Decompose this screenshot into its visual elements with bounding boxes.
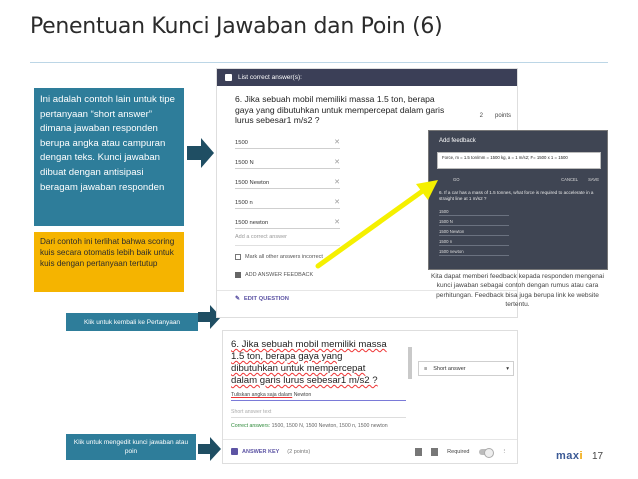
page-number: 17 [592, 451, 604, 462]
correct-answer-item: 1500 newton [439, 246, 509, 256]
add-answer-feedback-button[interactable]: ADD ANSWER FEEDBACK [235, 272, 517, 278]
pencil-icon: ✎ [235, 295, 240, 302]
question-editor-screenshot [222, 330, 518, 464]
slide-title: Penentuan Kunci Jawaban dan Poin (6) [30, 14, 443, 39]
checkbox-icon [235, 254, 241, 260]
correct-answer-item: 1500 [439, 206, 509, 216]
correct-answer-item: 1500 n [439, 236, 509, 246]
mark-incorrect-checkbox[interactable]: Mark all other answers incorrect [235, 254, 517, 260]
duplicate-icon[interactable] [415, 448, 422, 456]
arrow-right-icon [198, 437, 222, 461]
scrollbar[interactable] [408, 347, 412, 379]
add-feedback-dialog-screenshot [428, 130, 608, 270]
callout-back-to-question: Klik untuk kembali ke Pertanyaan [66, 313, 198, 331]
question-footer [223, 439, 517, 463]
correct-answer-item[interactable]: 1500 n ✕ [235, 194, 340, 209]
correct-answer-item[interactable]: 1500 newton ✕ [235, 214, 340, 229]
logo: maxi [556, 450, 584, 462]
correct-answers-summary: Correct answers: 1500, 1500 N, 1500 Newton, 1500 n, 1500 newton [231, 423, 388, 429]
close-icon[interactable]: ✕ [334, 218, 340, 226]
checkbox-icon [231, 448, 238, 455]
correct-answer-item[interactable]: 1500 ✕ [235, 134, 340, 149]
title-divider [30, 62, 608, 63]
close-icon[interactable]: ✕ [334, 178, 340, 186]
close-icon[interactable]: ✕ [334, 158, 340, 166]
callout-short-answer-explanation: Ini adalah contoh lain untuk tipe pertanyaan “short answer” dimana jawaban responden berupa angka atau campuran dengan teks. Kunci jawaban dibuat dengan antisipasi beragam jawaban responden [34, 88, 184, 226]
trash-icon[interactable] [431, 448, 438, 456]
required-toggle[interactable] [479, 449, 493, 455]
link-icon[interactable]: GO [453, 177, 460, 182]
chevron-down-icon: ▾ [506, 365, 509, 372]
feedback-caption: Kita dapat memberi feedback kepada responden mengenai kunci jawaban sebagai contoh dengan rumus atau cara perhitungan. Feedback bisa juga berupa link ke website tertentu. [430, 273, 605, 309]
correct-answer-item: 1500 N [439, 216, 509, 226]
question-description-input[interactable]: Tuliskan angka saja dalam Newton [231, 392, 406, 401]
correct-answer-item[interactable]: 1500 N ✕ [235, 154, 340, 169]
close-icon[interactable]: ✕ [334, 198, 340, 206]
save-button[interactable]: SAVE [588, 177, 599, 182]
arrow-right-icon [187, 138, 215, 168]
short-answer-placeholder: Short answer text [231, 409, 406, 418]
question-text: 6. Jika sebuah mobil memiliki massa 1.5 ton, berapa gaya yang dibutuhkan untuk mempercepat dalam garis lurus sebesar1 m/s2 ? [235, 94, 445, 125]
points-field[interactable]: 2 points [479, 113, 511, 119]
arrow-pointer-icon [312, 176, 442, 272]
feedback-text-input[interactable]: Force, m = 1.5 ton/mm = 1500 kg, a = 1 m/s2; F= 1500 x 1 = 1500 [437, 152, 601, 169]
answer-list-header: List correct answer(s): [217, 69, 517, 86]
question-type-select[interactable]: ≡ Short answer ▾ [418, 361, 514, 376]
dialog-actions [429, 169, 607, 182]
callout-scoring-note: Dari contoh ini terlihat bahwa scoring kuis secara otomatis lebih baik untuk kuis dengan pertanyaan tertutup [34, 232, 184, 292]
correct-answer-list [439, 206, 509, 256]
question-text: 6. If a car has a mass of 1.5 tonnes, what force is required to accelerate in a straight line at 1 m/s2 ? [439, 190, 594, 201]
add-correct-answer-input[interactable]: Add a correct answer [235, 234, 340, 246]
cancel-button[interactable]: CANCEL [561, 177, 579, 182]
more-vert-icon[interactable]: ⋮ [501, 448, 507, 455]
close-icon[interactable]: ✕ [334, 138, 340, 146]
correct-answer-item[interactable]: 1500 Newton ✕ [235, 174, 340, 189]
question-text[interactable]: 6. Jika sebuah mobil memiliki massa 1.5 ton, berapa gaya yang dibutuhkan untuk mempercepat dalam garis lurus sebesar1 m/s2 ? [231, 339, 387, 386]
callout-edit-answer-key: Klik untuk mengedit kunci jawaban atau poin [66, 434, 196, 460]
dialog-title: Add feedback [439, 138, 476, 144]
feedback-icon [235, 272, 241, 278]
required-label: Required [447, 448, 470, 455]
answer-key-button[interactable]: ANSWER KEY (2 points) [231, 448, 310, 455]
edit-question-button[interactable]: ✎ EDIT QUESTION [235, 295, 289, 302]
short-answer-icon: ≡ [424, 365, 428, 372]
correct-answer-item: 1500 Newton [439, 226, 509, 236]
checkbox-icon[interactable] [225, 74, 232, 81]
